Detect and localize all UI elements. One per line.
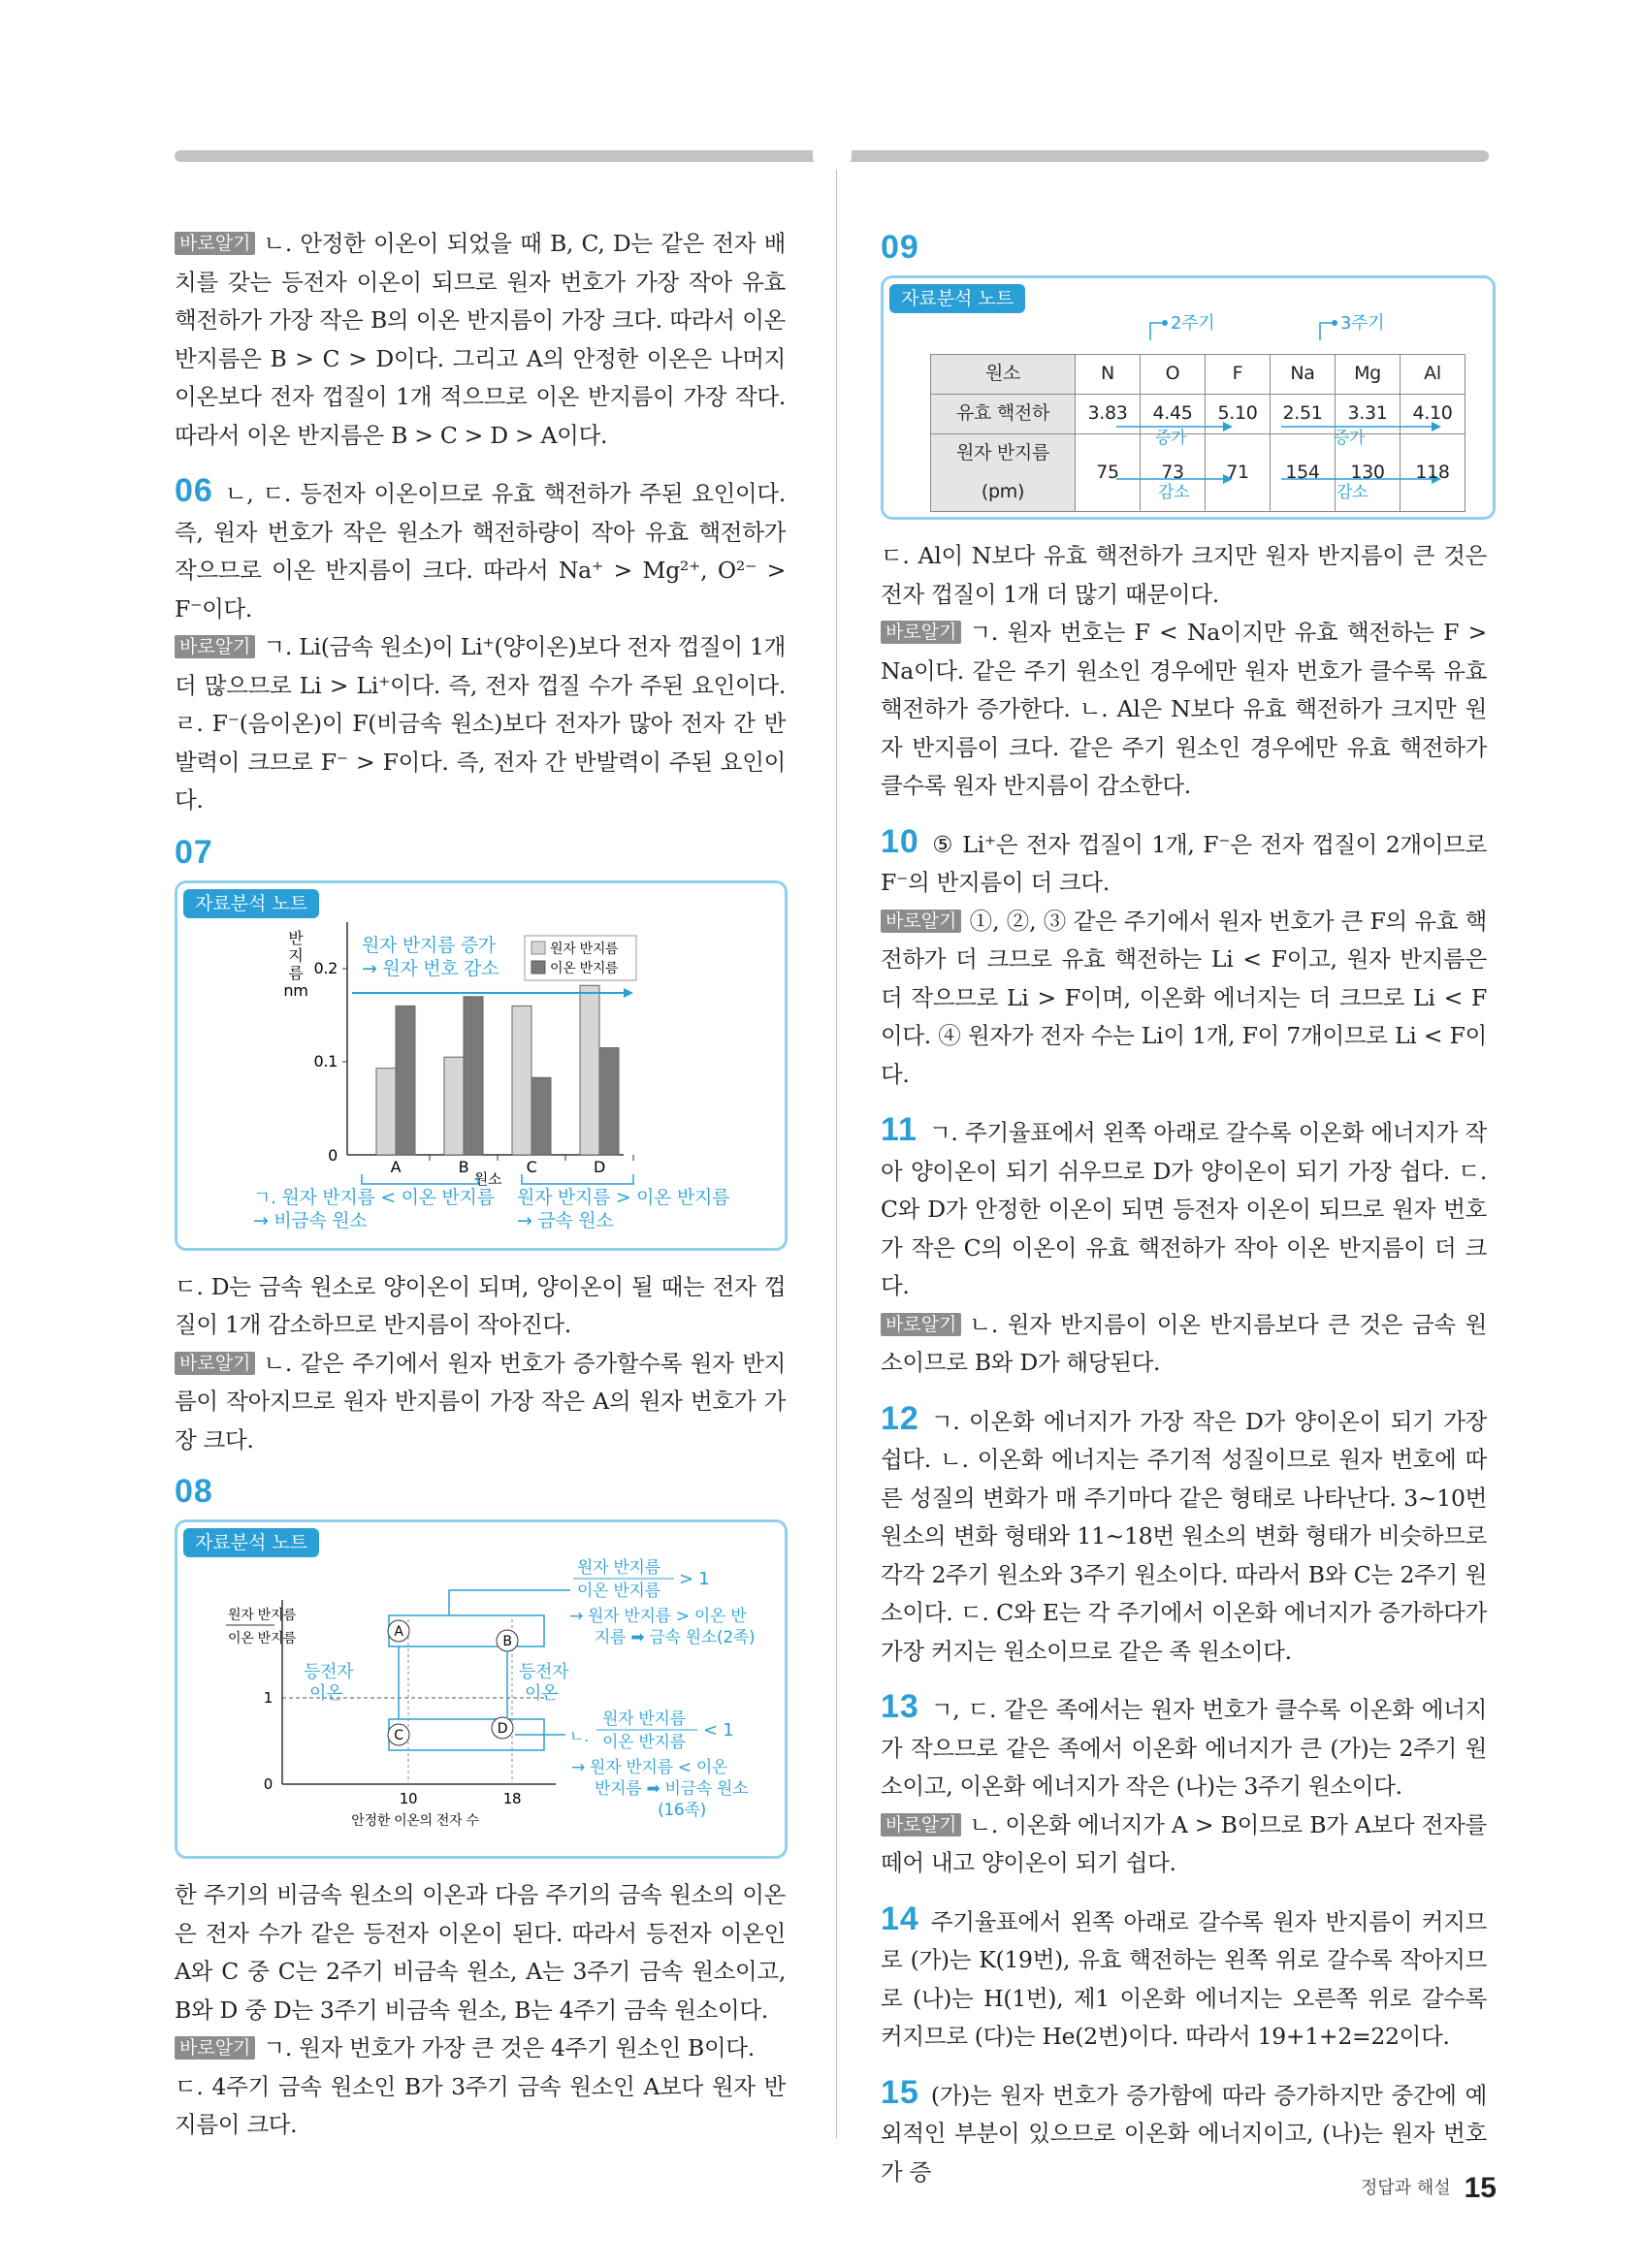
q13-paragraph: 13 ㄱ, ㄷ. 같은 족에서는 원자 번호가 클수록 이온화 에너지가 작으므로 같은 족에서 이온화 에너지가 큰 (가)는 2주기 원소이고, 이온화 에너지가 작은 (나)는 3주기 원소이다.: [881, 1688, 1487, 1800]
q07-fix-paragraph: 바로알기 ㄴ. 같은 주기에서 원자 번호가 증가할수록 원자 반지름이 작아지므로 원자 반지름이 가장 작은 A의 원자 번호가 가장 크다.: [175, 1349, 786, 1453]
dec-label-p3: 감소: [1336, 483, 1368, 502]
q12-number: 12: [881, 1399, 919, 1437]
q11-fix-paragraph: 바로알기 ㄴ. 원자 반지름이 이온 반지름보다 큰 것은 금속 원소이므로 B와 D가 해당된다.: [881, 1310, 1487, 1376]
y-tick-label: 0.1: [313, 1051, 338, 1070]
fix-tag: 바로알기: [881, 1313, 961, 1336]
ratio-bot-cmp: < 1: [703, 1720, 734, 1741]
bars: [376, 985, 619, 1155]
svg-text:B: B: [502, 1634, 512, 1649]
bar-B-ionic: [464, 996, 483, 1154]
q10-number: 10: [881, 822, 919, 860]
q08-heading: 08: [175, 1473, 213, 1510]
table-row: 유효 핵전하 3.83 4.45 5.10 2.51 3.31 4.10: [931, 395, 1465, 434]
q14-paragraph: 14 주기율표에서 왼쪽 아래로 갈수록 원자 반지름이 커지므로 (가)는 K(19번), 유효 핵전하는 왼쪽 위로 갈수록 작아지므로 (나)는 H(1번), 제1 이온화 에너지는 오른쪽 위로 갈수록 커지므로 (다)는 He(2번)이다. 따라서 19+1+2=22이다.: [881, 1900, 1487, 2050]
x-tick-label: C: [526, 1157, 537, 1176]
q07-heading: 07: [175, 833, 213, 871]
bot-note-3: (16족): [658, 1801, 706, 1820]
q08-box-tag: 자료분석 노트: [183, 1528, 319, 1557]
trend-arrowhead: [624, 988, 633, 998]
iso-right-2: 이온: [525, 1683, 559, 1704]
q09-heading: 09: [881, 229, 919, 266]
q09-paragraph: ㄷ. Al이 N보다 유효 핵전하가 크지만 원자 반지름이 큰 것은 전자 껍질이 1개 더 많기 때문이다.: [881, 542, 1487, 608]
note-br-1: 원자 반지름 > 이온 반지름: [517, 1186, 730, 1208]
q10-paragraph: 10 ⑤ Li⁺은 전자 껍질이 1개, F⁻은 전자 껍질이 2개이므로 F⁻의 반지름이 더 크다.: [881, 822, 1487, 896]
q08-analysis-box: [175, 1519, 788, 1859]
q15-paragraph: 15 (가)는 원자 번호가 증가함에 따라 증가하지만 중간에 예외적인 부분이 있으므로 이온화 에너지이고, (나)는 원자 번호가 증: [881, 2073, 1487, 2186]
y-tick-1: 1: [263, 1689, 273, 1707]
y-label-char: 반: [288, 928, 304, 947]
y-ticks: [313, 959, 347, 1070]
note-bl-2: → 비금속 원소: [253, 1209, 368, 1231]
fix-tag: 바로알기: [881, 910, 961, 933]
legend-swatch-atomic: [531, 942, 545, 954]
ratio-bot-num: 원자 반지름: [602, 1709, 686, 1729]
inc-label-p2: 증가: [1155, 429, 1187, 448]
page-number: 15: [1464, 2172, 1497, 2204]
row-label: 원자 반지름(pm): [931, 434, 1076, 512]
q09-fix-paragraph: 바로알기 ㄱ. 원자 번호는 F < Na이지만 유효 핵전하는 F > Na이다. 같은 주기 원소인 경우에만 원자 번호가 클수록 유효 핵전하가 증가한다. ㄴ. Al은 N보다 유효 핵전하가 크지만 원자 반지름이 크다. 같은 주기 원소인 경우에만 유효 핵전하가 클수록 원자 반지름이 감소한다.: [881, 619, 1487, 799]
y-label-char: nm: [283, 980, 308, 1000]
column-divider: [836, 170, 837, 2138]
bar-C-ionic: [531, 1077, 551, 1155]
period2-label: 2주기: [1171, 313, 1215, 334]
iso-left-1: 등전자: [304, 1662, 354, 1682]
bot-note-1: → 원자 반지름 < 이온: [571, 1758, 728, 1777]
left-column: [175, 225, 786, 2145]
row-label: 원소: [931, 355, 1076, 395]
y-tick-0: 0: [263, 1775, 273, 1793]
x-tick-label: B: [458, 1157, 469, 1176]
bot-note-2: 반지름 ➡ 비금속 원소: [595, 1779, 749, 1799]
legend-ionic: 이온 반지름: [550, 960, 619, 976]
bar-C-atomic: [512, 1006, 531, 1155]
note-top-1: 원자 반지름 증가: [362, 934, 496, 956]
legend-swatch-ionic: [531, 961, 545, 974]
q09-box-tag: 자료분석 노트: [889, 284, 1025, 313]
x-tick-18: 18: [502, 1790, 522, 1807]
y-label-char: 름: [288, 963, 304, 982]
ratio-top-cmp: > 1: [679, 1569, 710, 1589]
q08-paragraph: 한 주기의 비금속 원소의 이온과 다음 주기의 금속 원소의 이온은 전자 수가 같은 등전자 이온이 된다. 따라서 등전자 이온인 A와 C 중 C는 2주기 비금속 원소, A는 3주기 금속 원소이고, B와 D 중 D는 3주기 비금속 원소, B는 4주기 금속 원소이다.: [175, 1881, 786, 2024]
q07-paragraph: ㄷ. D는 금속 원소로 양이온이 되며, 양이온이 될 때는 전자 껍질이 1개 감소하므로 반지름이 작아진다.: [175, 1272, 786, 1338]
x-axis-label: 안정한 이온의 전자 수: [351, 1813, 479, 1829]
bar-D-ionic: [599, 1047, 619, 1154]
q13-fix-paragraph: 바로알기 ㄴ. 이온화 에너지가 A > B이므로 B가 A보다 전자를 떼어 내고 양이온이 되기 쉽다.: [881, 1810, 1487, 1876]
svg-text:C: C: [394, 1728, 403, 1743]
table-row: 원소 N O F Na Mg Al: [931, 355, 1465, 395]
top-bar-notch: [813, 145, 852, 175]
dec-label-p2: 감소: [1158, 483, 1190, 502]
x-tick-labels: [391, 1155, 633, 1176]
ratio-top-num: 원자 반지름: [577, 1558, 660, 1578]
fix-tag: 바로알기: [175, 232, 255, 255]
q15-number: 15: [881, 2073, 919, 2111]
q12-paragraph: 12 ㄱ. 이온화 에너지가 가장 작은 D가 양이온이 되기 가장 쉽다. ㄴ. 이온화 에너지는 주기적 성질이므로 원자 번호에 따른 성질의 변화가 매 주기마다 같은 형태로 나타난다. 3~10번 원소의 변화 형태와 11~18번 원소의 변화 형태가 비슷하므로 각각 2주기 원소와 3주기 원소이다. 따라서 B와 C는 2주기 원소이다. ㄷ. C와 E는 각 주기에서 이온화 에너지가 증가하다가 가장 커지는 원소이므로 같은 족 원소이다.: [881, 1399, 1487, 1665]
q07-analysis-box: [175, 880, 788, 1251]
fix-tag: 바로알기: [175, 2036, 255, 2060]
y-tick-label: 0.2: [313, 958, 338, 977]
q13-number: 13: [881, 1688, 919, 1725]
bar-D-atomic: [580, 985, 599, 1155]
q05-fix-paragraph: 바로알기 ㄴ. 안정한 이온이 되었을 때 B, C, D는 같은 전자 배치를 갖는 등전자 이온이 되므로 원자 번호가 가장 작아 유효 핵전하가 가장 작은 B의 이온 반지름이 가장 크다. 따라서 이온 반지름은 B > C > D이다. 그리고 A의 안정한 이온은 나머지 이온보다 전자 껍질이 1개 적으므로 이온 반지름이 가장 작다. 따라서 이온 반지름은 B > C > D > A이다.: [175, 230, 786, 449]
fix-tag: 바로알기: [175, 1352, 255, 1375]
q06-number: 06: [175, 472, 213, 509]
ratio-bot-prefix: ㄴ.: [569, 1727, 589, 1745]
top-note-2: 지름 ➡ 금속 원소(2족): [595, 1628, 756, 1647]
svg-text:D: D: [497, 1721, 508, 1737]
y-axis-label: [283, 929, 307, 1000]
right-column: [881, 225, 1487, 2191]
inc-label-p3: 증가: [1334, 429, 1366, 448]
q10-fix-paragraph: 바로알기 ①, ②, ③ 같은 주기에서 원자 번호가 큰 F의 유효 핵전하가 더 크므로 유효 핵전하는 Li < F이고, 원자 반지름은 더 작으므로 Li > F이며, 이온화 에너지는 더 크므로 Li < F이다. ④ 원자가 전자 수는 Li이 1개, F이 7개이므로 Li < F이다.: [881, 907, 1487, 1088]
note-br-2: → 금속 원소: [517, 1209, 614, 1231]
note-bl-1: ㄱ. 원자 반지름 < 이온 반지름: [253, 1186, 495, 1208]
table-row: 원자 반지름(pm) 75 73 71 154 130 118: [931, 434, 1465, 512]
ratio-bot-den: 이온 반지름: [602, 1733, 686, 1752]
bar-A-ionic: [396, 1006, 415, 1155]
q08-fix-paragraph: 바로알기 ㄱ. 원자 번호가 가장 큰 것은 4주기 원소인 B이다.: [175, 2029, 786, 2068]
q09-analysis-box: [881, 275, 1496, 520]
note-top-2: → 원자 번호 감소: [362, 957, 499, 979]
top-note-1: → 원자 반지름 > 이온 반: [569, 1607, 747, 1626]
fix-tag: 바로알기: [881, 621, 961, 644]
legend: [525, 936, 636, 980]
bar-A-atomic: [376, 1068, 396, 1154]
row-label: 유효 핵전하: [931, 395, 1076, 434]
q11-number: 11: [881, 1111, 918, 1148]
y-tick-label: 0: [328, 1145, 338, 1165]
ratio-top-den: 이온 반지름: [577, 1581, 660, 1601]
svg-text:A: A: [394, 1624, 403, 1640]
page-footer: [1361, 2172, 1497, 2205]
y-label-char: 지: [288, 945, 304, 965]
q08-paragraph-2: ㄷ. 4주기 금속 원소인 B가 3주기 금속 원소인 A보다 원자 반지름이 크다.: [175, 2072, 786, 2138]
q06-paragraph: 06 ㄴ, ㄷ. 등전자 이온이므로 유효 핵전하가 주된 요인이다. 즉, 원자 번호가 작은 원소가 핵전하량이 작아 유효 핵전하가 작으므로 이온 반지름이 크다. 따라서 Na⁺ > Mg²⁺, O²⁻ > F⁻이다.: [175, 472, 786, 623]
q11-paragraph: 11 ㄱ. 주기율표에서 왼쪽 아래로 갈수록 이온화 에너지가 작아 양이온이 되기 쉬우므로 D가 양이온이 되기 가장 쉽다. ㄷ. C와 D가 안정한 이온이 되면 등전자 이온이 되므로 원자 번호가 작은 C의 이온이 유효 핵전하가 작아 이온 반지름이 더 크다.: [881, 1111, 1487, 1299]
bar-B-atomic: [444, 1057, 464, 1155]
x-tick-label: D: [593, 1157, 606, 1176]
q14-number: 14: [881, 1900, 919, 1937]
x-tick-label: A: [390, 1157, 402, 1176]
y-label-2: 이온 반지름: [228, 1631, 297, 1646]
q08-diagram: [177, 1522, 790, 1862]
iso-left-2: 이온: [309, 1683, 343, 1704]
q09-table: [930, 354, 1465, 512]
top-bracket: [389, 1615, 544, 1646]
y-label-1: 원자 반지름: [228, 1608, 297, 1623]
x-axis-label: 원소: [473, 1169, 502, 1188]
legend-atomic: 원자 반지름: [550, 941, 619, 957]
q06-fix-paragraph: 바로알기 ㄱ. Li(금속 원소)이 Li⁺(양이온)보다 전자 껍질이 1개 더 많으므로 Li > Li⁺이다. 즉, 전자 껍질 수가 주된 요인이다. ㄹ. F⁻(음이온)이 F(비금속 원소)보다 전자가 많아 전자 간 반발력이 크므로 F⁻ > F이다. 즉, 전자 간 반발력이 주된 요인이다.: [175, 633, 786, 814]
footer-label: 정답과 해설: [1360, 2178, 1451, 2198]
iso-right-1: 등전자: [519, 1662, 569, 1682]
fix-tag: 바로알기: [175, 635, 255, 658]
fix-tag: 바로알기: [881, 1813, 961, 1837]
q07-box-tag: 자료분석 노트: [183, 889, 319, 918]
x-tick-10: 10: [399, 1790, 418, 1807]
period3-label: 3주기: [1340, 313, 1385, 334]
q07-bar-chart: [177, 883, 790, 1254]
